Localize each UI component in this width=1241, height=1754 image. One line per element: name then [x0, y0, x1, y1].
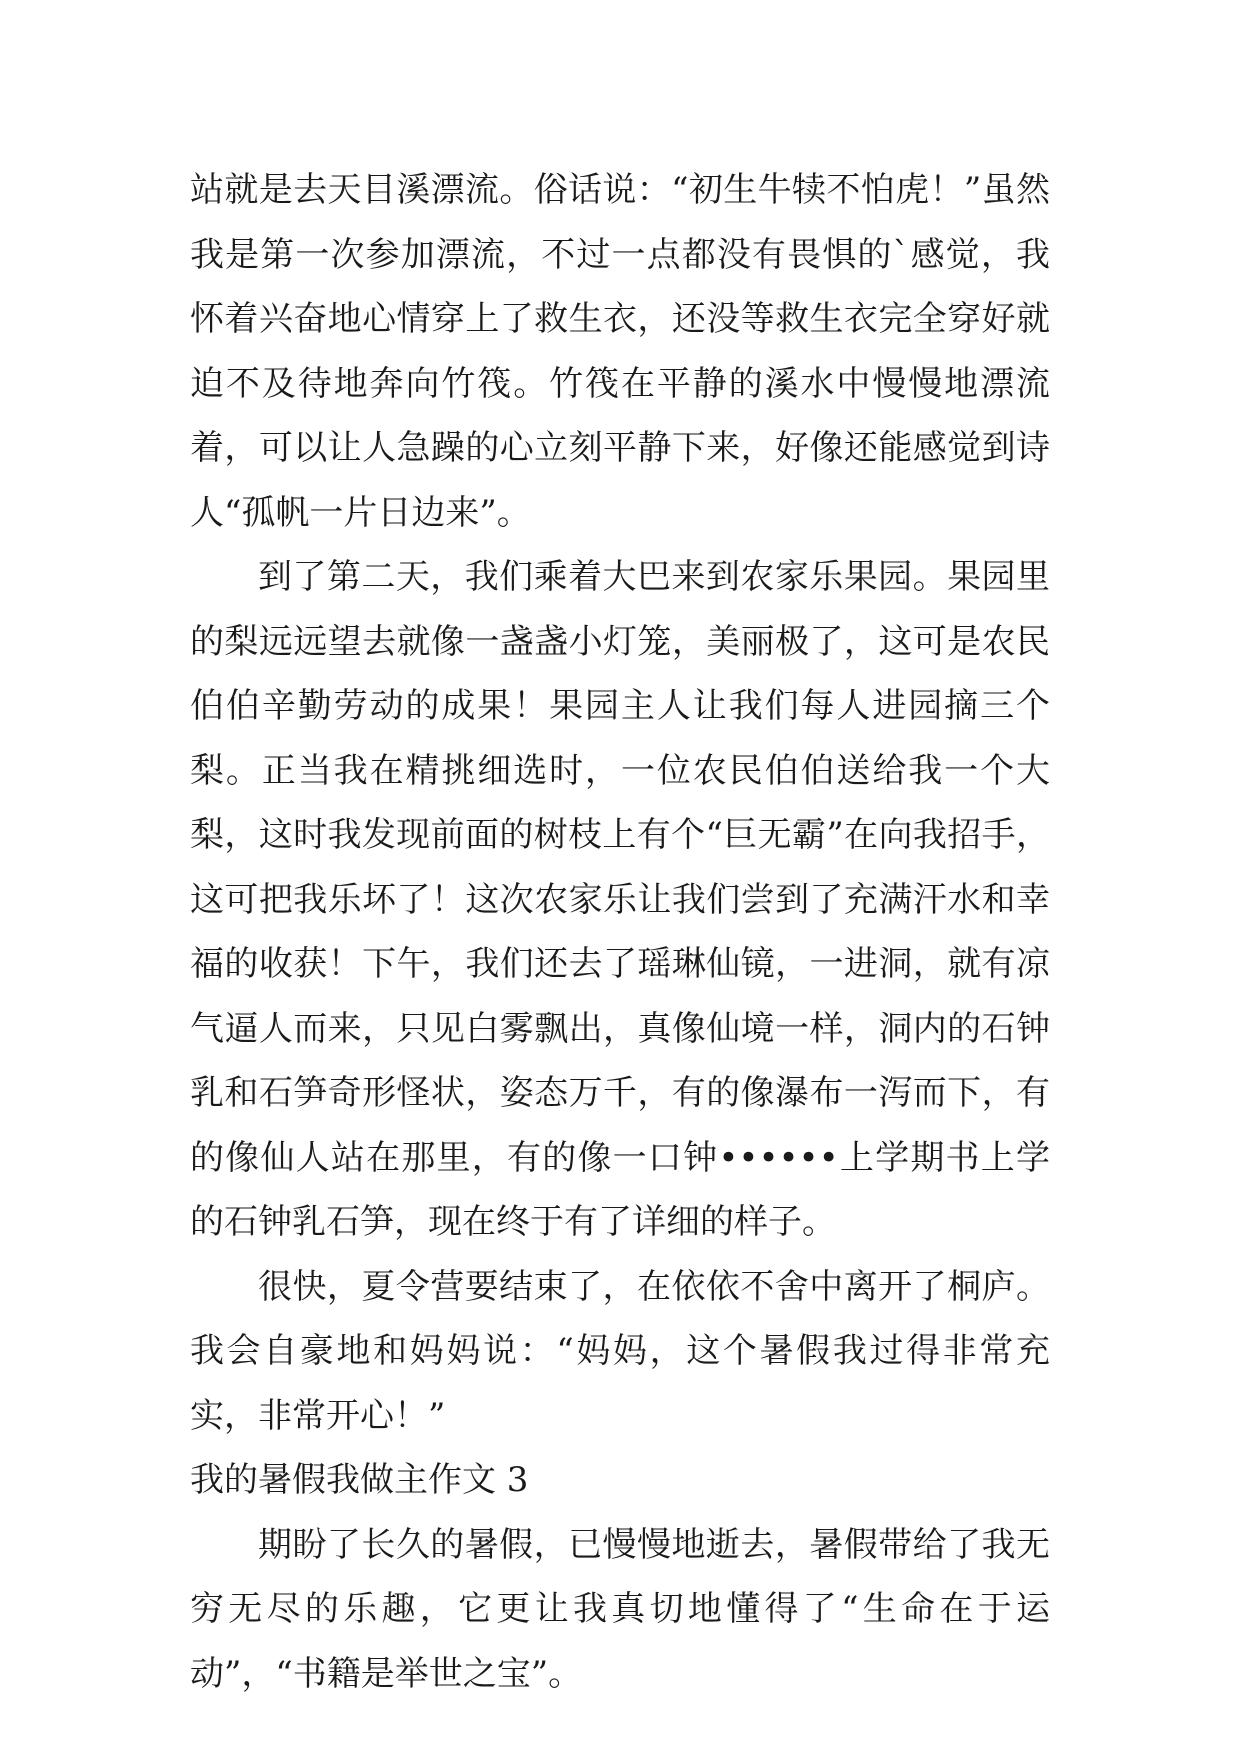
paragraph: 很快，夏令营要结束了，在依依不舍中离开了桐庐。我会自豪地和妈妈说：“妈妈，这个暑假我过得非常充实，非常开心！”	[190, 1266, 1050, 1436]
paragraph: 期盼了长久的暑假，已慢慢地逝去，暑假带给了我无穷无尽的乐趣，它更让我真切地懂得了“生命在于运动”，“书籍是举世之宝”。	[190, 1524, 1050, 1694]
paragraph: 站就是去天目溪漂流。俗话说：“初生牛犊不怕虎！”虽然我是第一次参加漂流，不过一点都没有畏惧的`感觉，我怀着兴奋地心情穿上了救生衣，还没等救生衣完全穿好就迫不及待地奔向竹筏。竹筏在平静的溪水中慢慢地漂流着，可以让人急躁的心立刻平静下来，好像还能感觉到诗人“孤帆一片日边来”。	[190, 170, 1050, 533]
section-heading: 我的暑假我做主作文 3	[190, 1460, 529, 1500]
document-body	[190, 158, 1050, 1706]
paragraph: 到了第二天，我们乘着大巴来到农家乐果园。果园里的梨远远望去就像一盏盏小灯笼，美丽极了，这可是农民伯伯辛勤劳动的成果！果园主人让我们每人进园摘三个梨。正当我在精挑细选时，一位农民伯伯送给我一个大梨，这时我发现前面的树枝上有个“巨无霸”在向我招手，这可把我乐坏了！这次农家乐让我们尝到了充满汗水和幸福的收获！下午，我们还去了瑶琳仙镜，一进洞，就有凉气逼人而来，只见白雾飘出，真像仙境一样，洞内的石钟乳和石笋奇形怪状，姿态万千，有的像瀑布一泻而下，有的像仙人站在那里，有的像一口钟••••••上学期书上学的石钟乳石笋，现在终于有了详细的样子。	[190, 557, 1050, 1242]
